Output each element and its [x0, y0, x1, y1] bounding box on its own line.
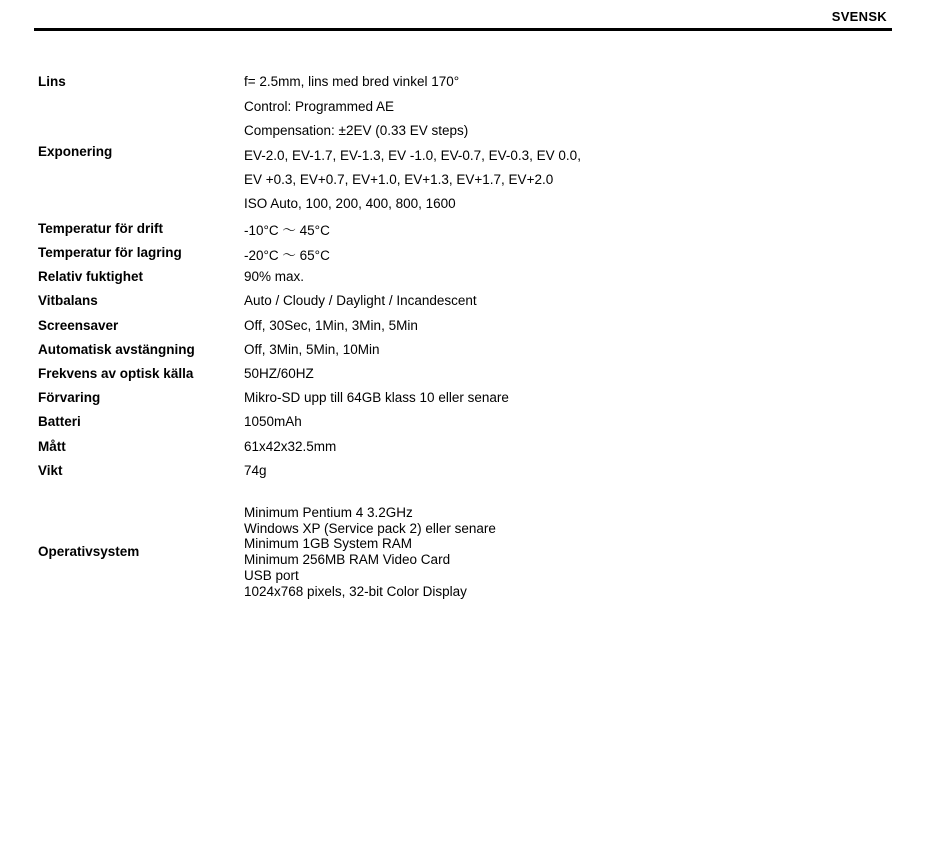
spec-label-exposure: Exponering	[38, 144, 113, 159]
spec-label-os: Operativsystem	[38, 544, 140, 559]
spec-label-lens: Lins	[38, 74, 66, 89]
spec-value-weight: 74g	[244, 463, 267, 478]
os-requirement: Minimum Pentium 4 3.2GHz	[244, 505, 413, 520]
spec-label-storage-temp: Temperatur för lagring	[38, 245, 182, 260]
os-requirement: Minimum 1GB System RAM	[244, 536, 413, 552]
spec-value-exposure-control: Control: Programmed AE	[244, 99, 395, 114]
spec-value-exposure-compensation: Compensation: ±2EV (0.33 EV steps)	[244, 123, 469, 138]
spec-value-op-temp: -10°C ～ 45°C	[244, 223, 330, 238]
os-requirement: USB port	[244, 567, 299, 583]
spec-label-battery: Batteri	[38, 414, 81, 429]
spec-value-storage-temp: -20°C ～ 65°C	[244, 248, 330, 263]
os-requirement: 1024x768 pixels, 32-bit Color Display	[244, 583, 467, 599]
spec-label-weight: Vikt	[38, 463, 63, 478]
spec-value-battery: 1050mAh	[244, 414, 302, 429]
spec-value-exposure-ev-pos: EV +0.3, EV+0.7, EV+1.0, EV+1.3, EV+1.7, EV+2.0	[244, 172, 554, 187]
page-header	[0, 0, 950, 32]
spec-label-light-freq: Frekvens av optisk källa	[38, 366, 194, 381]
spec-value-storage: Mikro-SD upp till 64GB klass 10 eller senare	[244, 390, 509, 405]
os-requirement: Windows XP (Service pack 2) eller senare	[244, 520, 496, 536]
spec-value-dimensions: 61x42x32.5mm	[244, 439, 337, 454]
language-label: SVENSK	[831, 9, 887, 24]
spec-label-op-temp: Temperatur för drift	[38, 221, 164, 236]
spec-label-auto-off: Automatisk avstängning	[38, 342, 195, 357]
spec-value-humidity: 90% max.	[244, 269, 305, 284]
spec-value-lens: f= 2.5mm, lins med bred vinkel 170°	[244, 74, 460, 89]
spec-label-storage: Förvaring	[38, 390, 101, 405]
spec-value-auto-off: Off, 3Min, 5Min, 10Min	[244, 342, 380, 357]
spec-value-exposure-ev-neg: EV-2.0, EV-1.7, EV-1.3, EV -1.0, EV-0.7, EV-0.3, EV 0.0,	[244, 148, 581, 163]
spec-value-exposure-iso: ISO Auto, 100, 200, 400, 800, 1600	[244, 196, 456, 211]
spec-label-humidity: Relativ fuktighet	[38, 269, 144, 284]
spec-value-light-freq: 50HZ/60HZ	[244, 366, 314, 381]
spec-value-os	[244, 505, 496, 599]
spec-label-white-balance: Vitbalans	[38, 293, 98, 308]
spec-label-screensaver: Screensaver	[38, 318, 119, 333]
os-requirement: Minimum 256MB RAM Video Card	[244, 552, 451, 568]
spec-label-dimensions: Mått	[38, 439, 66, 454]
header-rule	[34, 28, 892, 31]
spec-value-screensaver: Off, 30Sec, 1Min, 3Min, 5Min	[244, 318, 418, 333]
spec-value-white-balance: Auto / Cloudy / Daylight / Incandescent	[244, 293, 477, 308]
